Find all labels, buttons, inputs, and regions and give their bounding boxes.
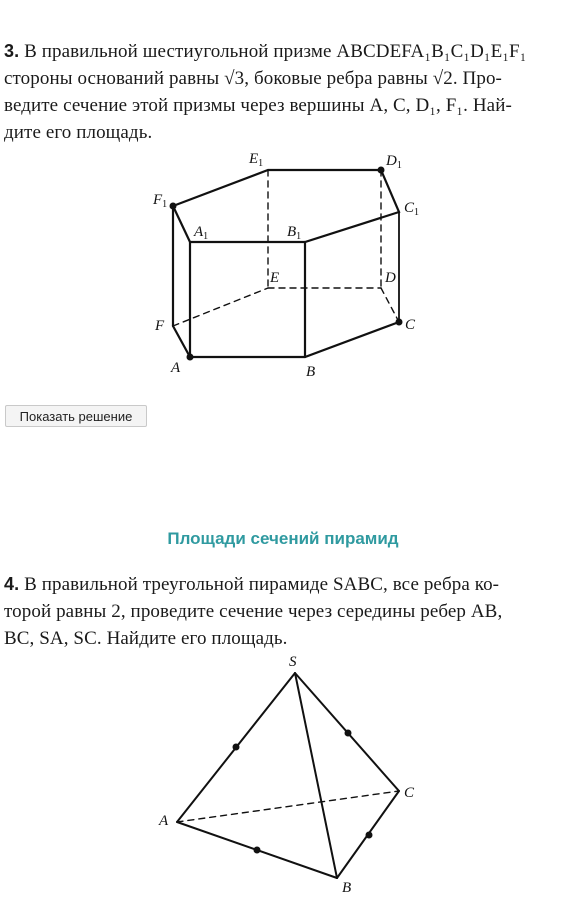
problem-3-line-1: 3. В правильной шестиугольной призме ABCDEFA₁B₁C₁D₁E₁F₁ (4, 41, 527, 62)
show-solution-button[interactable]: Показать решение (5, 405, 147, 427)
label-S: S (289, 654, 297, 670)
problem-4-line-1: 4. В правильной треугольной пирамиде SABC, все ребра ко- (4, 574, 500, 595)
midpoint-BC (366, 832, 373, 839)
label-B: B (306, 364, 316, 380)
problem-4-line-2: торой равны 2, проведите сечение через середины ребер AB, (4, 601, 503, 622)
label-A1: $A_1$ (194, 224, 209, 242)
label-C: C (405, 317, 416, 333)
section-heading: Площади сечений пирамид (167, 529, 399, 548)
label-D: D (385, 270, 396, 286)
label-C-pyramid: C (404, 785, 415, 801)
problem-3-line-3: ведите сечение этой призмы через вершины A, C, D₁, F₁. Най- (4, 95, 512, 116)
problem-3-number: 3. (4, 41, 20, 61)
midpoint-SA (233, 744, 240, 751)
label-A-pyramid: A (159, 813, 169, 829)
problem-4-line-3: BC, SA, SC. Найдите его площадь. (4, 628, 288, 649)
hidden-edge-AC (177, 791, 399, 822)
midpoint-SC (345, 730, 352, 737)
problem-4-number: 4. (4, 574, 20, 594)
label-B1: $B_1$ (287, 224, 302, 242)
label-A: A (171, 360, 181, 376)
edge-SB (295, 673, 337, 878)
midpoint-AB (254, 847, 261, 854)
problem-3-line-4: дите его площадь. (4, 122, 153, 143)
label-E1: $E_1$ (249, 151, 264, 169)
label-F1: $F_1$ (153, 192, 168, 210)
problem-3-line-2: стороны оснований равны √3, боковые ребра равны √2. Про- (4, 68, 502, 89)
label-C1: $C_1$ (404, 200, 420, 218)
label-F: F (155, 318, 165, 334)
label-B-pyramid: B (342, 880, 352, 896)
label-D1: $D_1$ (386, 153, 402, 171)
label-E: E (270, 270, 280, 286)
